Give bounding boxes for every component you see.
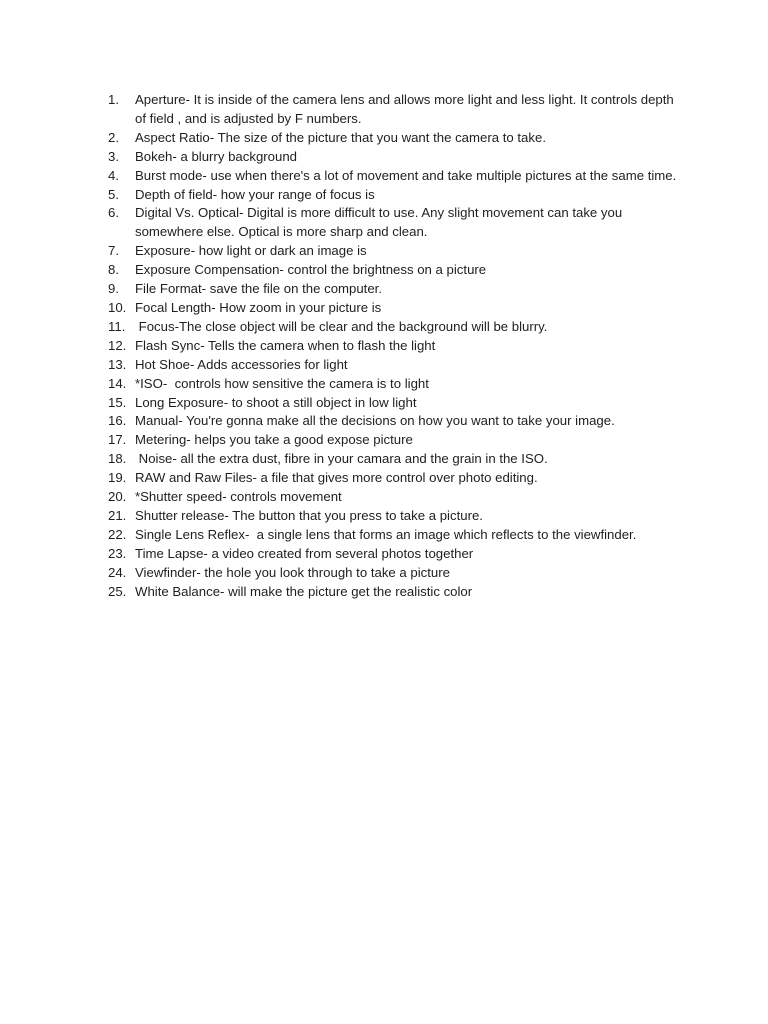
list-item-text: Aspect Ratio- The size of the picture that you want the camera to take.: [135, 129, 546, 145]
list-item-text: Bokeh- a blurry background: [135, 148, 298, 164]
list-item: [108, 394, 678, 413]
list-item-text: Exposure Compensation- control the brightness on a picture: [135, 262, 487, 278]
list-item: [108, 469, 678, 488]
list-item: [108, 186, 678, 205]
list-item: [108, 526, 678, 545]
list-item: [108, 412, 678, 431]
list-item-text: Burst mode- use when there's a lot of movement and take multiple pictures at the same time.: [135, 167, 677, 183]
list-item: [108, 204, 678, 242]
list-item-number: 25.: [108, 583, 127, 599]
list-item-number: 12.: [108, 337, 127, 353]
list-item-text: Aperture- It is inside of the camera lens and allows more light and less light. It controls depth of field , and is adjusted by F numbers.: [135, 92, 678, 126]
list-item: [108, 337, 678, 356]
list-item-text: Viewfinder- the hole you look through to take a picture: [135, 564, 450, 580]
list-item: [108, 507, 678, 526]
list-item-text: Depth of field- how your range of focus is: [135, 186, 375, 202]
list-item: [108, 129, 678, 148]
list-item-text: Manual- You're gonna make all the decisions on how you want to take your image.: [135, 413, 615, 429]
list-item: [108, 91, 678, 129]
list-item: [108, 167, 678, 186]
list-item-number: 2.: [108, 129, 119, 145]
list-item: [108, 318, 678, 337]
list-item: [108, 583, 678, 602]
list-item-number: 23.: [108, 545, 127, 561]
list-item: [108, 299, 678, 318]
list-item: [108, 148, 678, 167]
list-item-number: 7.: [108, 243, 119, 259]
list-item-number: 24.: [108, 564, 127, 580]
list-item-number: 18.: [108, 451, 127, 467]
list-item: [108, 488, 678, 507]
list-item: [108, 242, 678, 261]
list-item-text: Metering- helps you take a good expose picture: [135, 432, 413, 448]
list-item: [108, 545, 678, 564]
list-item-text: Hot Shoe- Adds accessories for light: [135, 356, 348, 372]
glossary-list: [108, 91, 678, 601]
list-item-text: Focus-The close object will be clear and the background will be blurry.: [135, 318, 548, 334]
list-item-text: Focal Length- How zoom in your picture is: [135, 299, 382, 315]
list-item-text: Digital Vs. Optical- Digital is more difficult to use. Any slight movement can take you somewhere else. Optical is more sharp and clean.: [135, 205, 626, 240]
list-item-text: Exposure- how light or dark an image is: [135, 243, 367, 259]
list-item: [108, 261, 678, 280]
list-item-text: Single Lens Reflex- a single lens that forms an image which reflects to the viewfinder.: [135, 526, 637, 542]
list-item-number: 9.: [108, 281, 119, 297]
list-item-number: 15.: [108, 394, 127, 410]
list-item: [108, 375, 678, 394]
list-item-number: 22.: [108, 526, 127, 542]
list-item-number: 19.: [108, 470, 127, 486]
list-item-text: Time Lapse- a video created from several photos together: [135, 545, 474, 561]
list-item: [108, 564, 678, 583]
list-item-number: 13.: [108, 356, 127, 372]
list-item-number: 10.: [108, 299, 127, 315]
list-item-number: 1.: [108, 92, 119, 107]
list-item-number: 17.: [108, 432, 127, 448]
list-item-number: 11.: [108, 318, 126, 334]
list-item: [108, 431, 678, 450]
list-item-text: Flash Sync- Tells the camera when to flash the light: [135, 337, 436, 353]
list-item: [108, 280, 678, 299]
list-item-number: 6.: [108, 205, 119, 221]
list-item: [108, 450, 678, 469]
list-item-text: *Shutter speed- controls movement: [135, 489, 342, 505]
list-item-number: 16.: [108, 413, 127, 429]
list-item-number: 14.: [108, 375, 127, 391]
list-item-number: 5.: [108, 186, 119, 202]
list-item-text: RAW and Raw Files- a file that gives more control over photo editing.: [135, 470, 538, 486]
list-item-text: Shutter release- The button that you press to take a picture.: [135, 507, 483, 523]
list-item-text: File Format- save the file on the computer.: [135, 281, 383, 297]
list-item-number: 20.: [108, 489, 127, 505]
list-item-number: 3.: [108, 148, 119, 164]
list-item-number: 4.: [108, 167, 119, 183]
list-item: [108, 356, 678, 375]
list-item-number: 21.: [108, 507, 127, 523]
list-item-text: *ISO- controls how sensitive the camera is to light: [135, 375, 429, 391]
list-item-text: Long Exposure- to shoot a still object in low light: [135, 394, 417, 410]
list-item-text: White Balance- will make the picture get the realistic color: [135, 583, 473, 599]
list-item-number: 8.: [108, 262, 119, 278]
list-item-text: Noise- all the extra dust, fibre in your camara and the grain in the ISO.: [135, 451, 548, 467]
